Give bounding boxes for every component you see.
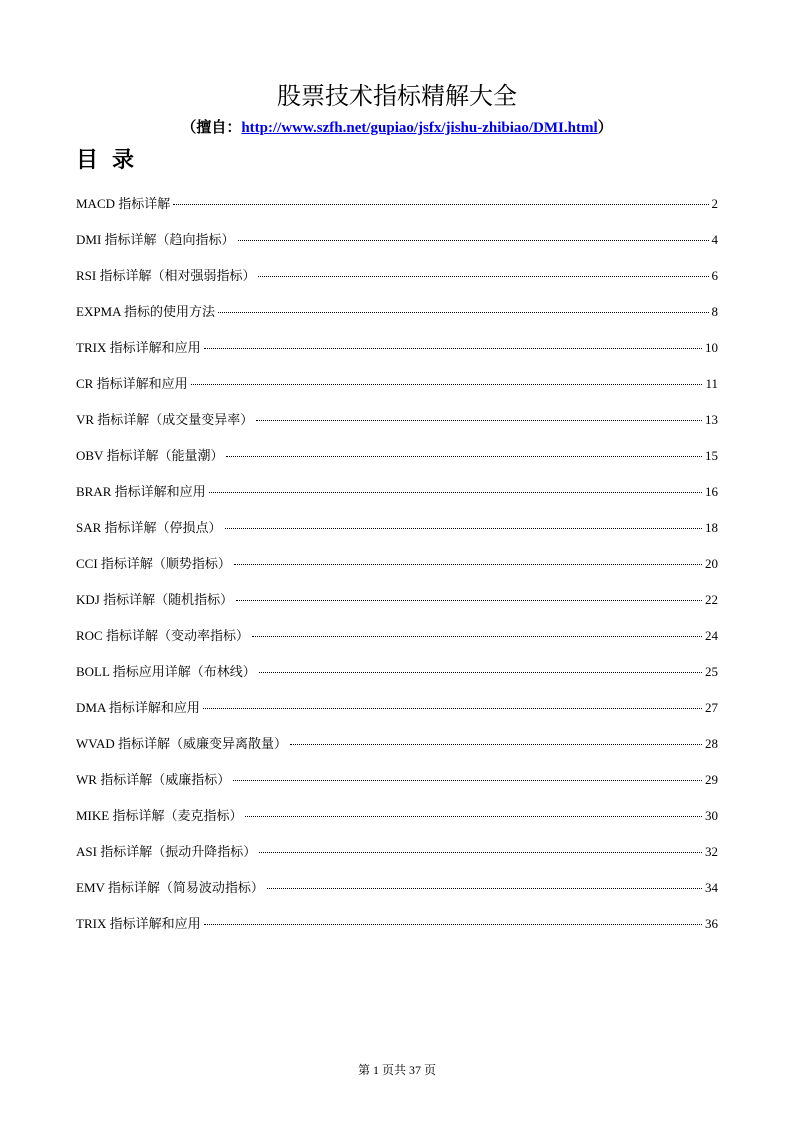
toc-entry-page-number: 28 (705, 736, 718, 751)
toc-entry-link[interactable] (76, 302, 718, 338)
toc-item (76, 590, 718, 626)
toc-entry-link[interactable] (76, 266, 718, 302)
toc-entry-label: CCI 指标详解（顺势指标） (76, 556, 231, 571)
toc-entry-label: MIKE 指标详解（麦克指标） (76, 808, 243, 823)
toc-entry-link[interactable] (76, 338, 718, 374)
toc-entry-link[interactable] (76, 410, 718, 446)
toc-dot-leader (225, 528, 702, 529)
toc-entry-link[interactable] (76, 914, 718, 950)
toc-item (76, 302, 718, 338)
toc-entry-page-number: 22 (705, 592, 718, 607)
toc-entry-label: WVAD 指标详解（威廉变异离散量） (76, 736, 288, 751)
toc-entry-link[interactable] (76, 842, 718, 878)
source-link[interactable]: http://www.szfh.net/gupiao/jsfx/jishu-zhibiao/DMI.html (241, 120, 598, 136)
toc-item (76, 698, 718, 734)
toc-item (76, 662, 718, 698)
toc-dot-leader (173, 204, 708, 205)
toc-entry-link[interactable] (76, 482, 718, 518)
source-line (0, 117, 794, 139)
toc-item (76, 626, 718, 662)
toc-entry-page-number: 10 (705, 340, 718, 355)
toc-entry-link[interactable] (76, 194, 718, 230)
document-title: 股票技术指标精解大全 (277, 82, 517, 110)
toc-entry-label: EXPMA 指标的使用方法 (76, 304, 216, 319)
toc-entry-page-number: 20 (705, 556, 718, 571)
toc-item (76, 374, 718, 410)
table-of-contents (76, 194, 718, 950)
toc-entry-label: WR 指标详解（威廉指标） (76, 772, 231, 787)
toc-entry-page-number: 32 (705, 844, 718, 859)
toc-entry-link[interactable] (76, 770, 718, 806)
toc-item (76, 770, 718, 806)
toc-entry-label: TRIX 指标详解和应用 (76, 916, 201, 931)
toc-dot-leader (236, 600, 702, 601)
toc-entry-page-number: 18 (705, 520, 718, 535)
toc-item (76, 338, 718, 374)
toc-entry-label: BOLL 指标应用详解（布林线） (76, 664, 256, 679)
toc-entry-label: BRAR 指标详解和应用 (76, 484, 206, 499)
toc-dot-leader (233, 780, 702, 781)
toc-entry-label: MACD 指标详解 (76, 196, 171, 211)
toc-entry-page-number: 15 (705, 448, 718, 463)
toc-dot-leader (259, 672, 702, 673)
page-footer: 第 1 页共 37 页 (357, 1063, 436, 1077)
toc-entry-page-number: 16 (705, 484, 718, 499)
toc-dot-leader (252, 636, 702, 637)
toc-dot-leader (204, 348, 702, 349)
toc-entry-page-number: 30 (705, 808, 718, 823)
toc-item (76, 734, 718, 770)
toc-dot-leader (290, 744, 702, 745)
source-suffix: ） (597, 120, 613, 136)
toc-entry-link[interactable] (76, 806, 718, 842)
toc-heading: 目录 (76, 148, 149, 173)
toc-item (76, 842, 718, 878)
toc-item (76, 806, 718, 842)
toc-item (76, 266, 718, 302)
source-prefix: （擅自： (181, 120, 242, 136)
toc-entry-link[interactable] (76, 518, 718, 554)
toc-item (76, 410, 718, 446)
toc-dot-leader (203, 708, 702, 709)
toc-dot-leader (245, 816, 702, 817)
toc-item (76, 914, 718, 950)
toc-entry-link[interactable] (76, 374, 718, 410)
toc-entry-label: DMI 指标详解（趋向指标） (76, 232, 235, 247)
toc-entry-label: DMA 指标详解和应用 (76, 700, 200, 715)
toc-dot-leader (258, 276, 708, 277)
toc-entry-label: CR 指标详解和应用 (76, 376, 188, 391)
toc-entry-label: EMV 指标详解（简易波动指标） (76, 880, 264, 895)
toc-entry-page-number: 25 (705, 664, 718, 679)
toc-entry-link[interactable] (76, 446, 718, 482)
toc-dot-leader (209, 492, 702, 493)
toc-item (76, 482, 718, 518)
toc-entry-page-number: 11 (705, 376, 718, 391)
toc-dot-leader (238, 240, 709, 241)
toc-entry-link[interactable] (76, 878, 718, 914)
toc-dot-leader (256, 420, 702, 421)
toc-entry-page-number: 13 (705, 412, 718, 427)
toc-item (76, 230, 718, 266)
toc-dot-leader (259, 852, 702, 853)
toc-entry-page-number: 29 (705, 772, 718, 787)
toc-item (76, 194, 718, 230)
toc-entry-page-number: 34 (705, 880, 718, 895)
toc-entry-label: ROC 指标详解（变动率指标） (76, 628, 249, 643)
toc-entry-page-number: 6 (711, 268, 718, 283)
toc-entry-page-number: 2 (711, 196, 718, 211)
toc-entry-label: TRIX 指标详解和应用 (76, 340, 201, 355)
toc-entry-label: OBV 指标详解（能量潮） (76, 448, 224, 463)
toc-entry-label: KDJ 指标详解（随机指标） (76, 592, 234, 607)
toc-item (76, 878, 718, 914)
toc-entry-label: SAR 指标详解（停损点） (76, 520, 222, 535)
toc-entry-page-number: 8 (711, 304, 718, 319)
toc-dot-leader (218, 312, 708, 313)
toc-dot-leader (204, 924, 702, 925)
toc-entry-link[interactable] (76, 554, 718, 590)
toc-entry-label: RSI 指标详解（相对强弱指标） (76, 268, 256, 283)
toc-entry-link[interactable] (76, 698, 718, 734)
toc-dot-leader (234, 564, 702, 565)
toc-entry-label: VR 指标详解（成交量变异率） (76, 412, 254, 427)
toc-entry-link[interactable] (76, 734, 718, 770)
toc-dot-leader (267, 888, 702, 889)
toc-item (76, 518, 718, 554)
toc-entry-link[interactable] (76, 590, 718, 626)
toc-entry-link[interactable] (76, 230, 718, 266)
toc-item (76, 554, 718, 590)
toc-entry-page-number: 4 (711, 232, 718, 247)
toc-entry-page-number: 27 (705, 700, 718, 715)
toc-entry-page-number: 36 (705, 916, 718, 931)
toc-entry-link[interactable] (76, 662, 718, 698)
toc-dot-leader (191, 384, 703, 385)
toc-entry-page-number: 24 (705, 628, 718, 643)
toc-item (76, 446, 718, 482)
toc-entry-link[interactable] (76, 626, 718, 662)
toc-entry-label: ASI 指标详解（振动升降指标） (76, 844, 257, 859)
toc-dot-leader (226, 456, 702, 457)
